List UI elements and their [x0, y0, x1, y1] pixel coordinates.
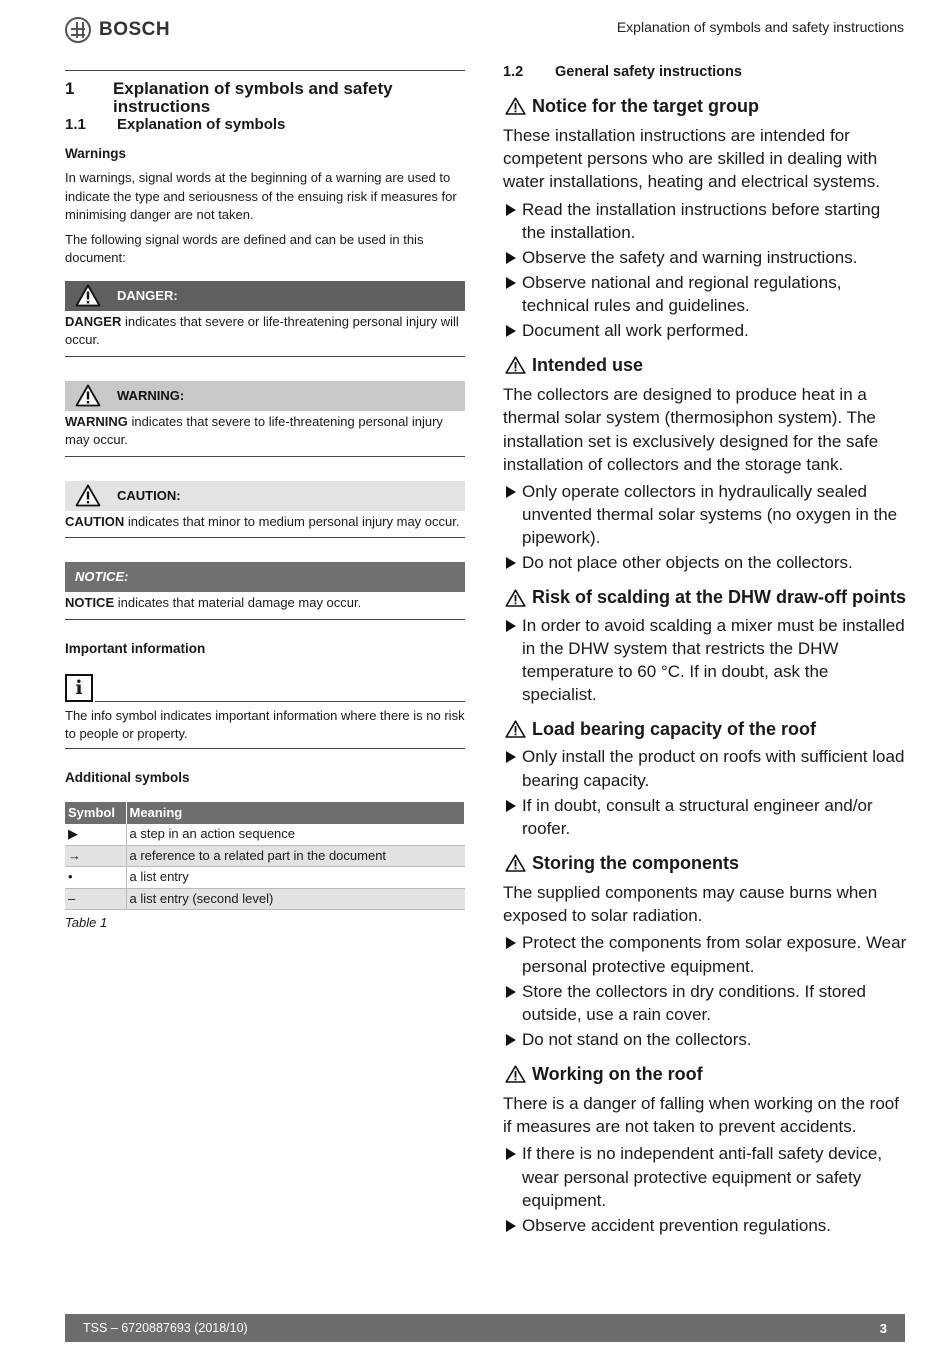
warning-bar [65, 381, 465, 411]
warning-box [65, 381, 465, 457]
important-info-heading: Important information [65, 640, 206, 656]
caution-word: CAUTION [65, 513, 125, 529]
list-item: Store the collectors in dry conditions. If stored outside, use a rain cover. [503, 980, 907, 1026]
notice-word: NOTICE [65, 595, 115, 610]
list-item: Do not place other objects on the collectors. [503, 551, 907, 574]
warning-triangle-icon [505, 1065, 526, 1083]
scalding-steps [503, 614, 907, 707]
subsection-title: General safety instructions [555, 64, 742, 80]
info-icon: i [65, 674, 93, 702]
list-item: Read the installation instructions before starting the installation. [503, 198, 907, 244]
right-column [503, 64, 907, 1237]
danger-label: DANGER: [117, 287, 178, 303]
list-item: Observe national and regional regulations, technical rules and guidelines. [503, 271, 907, 317]
danger-text [65, 311, 465, 357]
caution-box [65, 481, 465, 539]
intended-use-heading [503, 353, 907, 377]
heading-text: Risk of scalding at the DHW draw-off points [532, 587, 907, 608]
danger-box [65, 281, 465, 357]
table-row [65, 888, 465, 910]
storing-steps [503, 931, 907, 1051]
subsection-title: Explanation of symbols [117, 116, 286, 133]
subsection-number: 1.1 [65, 116, 86, 133]
bosch-armature-icon [65, 17, 91, 43]
intended-use-steps [503, 480, 907, 575]
table-cell-symbol: ▶ [65, 824, 126, 846]
intended-use-text: The collectors are designed to produce heat in a thermal solar system (thermosiphon system). The installation set is exclusively designed for the safe installation of collectors and the storage tank. [503, 385, 879, 474]
warnings-intro: In warnings, signal words at the beginning of a warning are used to indicate the type and seriousness of the ensuing risk if measures for minimising danger are not taken. [65, 170, 457, 222]
running-header: Explanation of symbols and safety instructions [616, 19, 904, 35]
table-cell-symbol: • [65, 867, 126, 889]
storing-heading [503, 851, 907, 875]
danger-word: DANGER [65, 313, 122, 329]
heading-text: Notice for the target group [532, 95, 760, 116]
storing-text: The supplied components may cause burns when exposed to solar radiation. [503, 883, 878, 926]
heading-text: Working on the roof [532, 1063, 703, 1084]
table-caption: Table 1 [65, 915, 108, 930]
warnings-heading: Warnings [65, 146, 127, 161]
section-1-2-heading [503, 64, 907, 86]
warning-word: WARNING [65, 413, 128, 429]
list-item: If in doubt, consult a structural engineer and/or roofer. [503, 794, 907, 840]
table-cell-meaning: a list entry (second level) [126, 888, 465, 910]
table-cell-symbol: – [65, 888, 126, 910]
notice-bar: NOTICE: [65, 562, 465, 592]
symbols-table [65, 802, 465, 911]
section-1-heading [65, 71, 465, 116]
additional-symbols-heading: Additional symbols [65, 769, 190, 785]
info-row [65, 674, 465, 702]
info-text: The info symbol indicates important information where there is no risk to people or property. [65, 702, 465, 749]
list-item: Protect the components from solar exposure. Wear personal protective equipment. [503, 931, 907, 977]
page-footer [65, 1314, 905, 1342]
section-1-1-heading [65, 116, 465, 138]
list-item: Observe accident prevention regulations. [503, 1214, 907, 1237]
bosch-logo [65, 16, 170, 44]
target-group-heading [503, 94, 907, 118]
table-cell-meaning: a list entry [126, 867, 465, 889]
info-rule [95, 701, 465, 702]
scalding-heading [503, 586, 907, 610]
document-number: TSS – 6720887693 (2018/10) [83, 1321, 248, 1335]
table-row [65, 867, 465, 889]
list-item: Do not stand on the collectors. [503, 1028, 907, 1051]
caution-description: indicates that minor to medium personal injury may occur. [124, 513, 460, 529]
roof-load-steps [503, 745, 907, 840]
list-item: If there is no independent anti-fall safety device, wear personal protective equipment or safety equipment. [503, 1142, 907, 1212]
roof-work-steps [503, 1142, 907, 1237]
left-column [65, 70, 465, 932]
brand-name: BOSCH [99, 19, 171, 40]
subsection-number: 1.2 [503, 64, 524, 80]
warning-triangle-icon [73, 284, 103, 307]
notice-text [65, 592, 465, 620]
danger-description: indicates that severe or life-threatening personal injury will occur. [65, 313, 459, 347]
table-header-meaning: Meaning [126, 802, 465, 824]
heading-text: Storing the components [532, 852, 739, 873]
notice-box [65, 562, 465, 620]
table-header-symbol: Symbol [65, 802, 126, 824]
notice-description: indicates that material damage may occur. [114, 595, 362, 610]
warning-label: WARNING: [117, 387, 185, 403]
roof-work-heading [503, 1062, 907, 1086]
heading-text: Load bearing capacity of the roof [532, 718, 817, 739]
warning-triangle-icon [505, 589, 526, 607]
list-item: Only install the product on roofs with sufficient load bearing capacity. [503, 745, 907, 791]
warning-triangle-icon [73, 384, 103, 407]
list-item: Only operate collectors in hydraulically sealed unvented thermal solar systems (no oxygen in the pipework). [503, 480, 907, 550]
table-row [65, 824, 465, 846]
page-number: 3 [879, 1320, 887, 1336]
signal-words-intro: The following signal words are defined and can be used in this document: [65, 231, 424, 265]
warning-triangle-icon [505, 720, 526, 738]
list-item: In order to avoid scalding a mixer must be installed in the DHW system that restricts the DHW temperature to 60 °C. If in doubt, ask the specialist. [503, 614, 907, 707]
caution-label: CAUTION: [117, 487, 181, 503]
target-group-steps [503, 198, 907, 343]
caution-bar [65, 481, 465, 511]
list-item: Observe the safety and warning instructions. [503, 246, 907, 269]
warning-triangle-icon [505, 356, 526, 374]
target-group-text: These installation instructions are intended for competent persons who are skilled in dealing with water installations, heating and electrical systems. [503, 126, 881, 192]
heading-text: Intended use [532, 354, 644, 375]
section-number: 1 [65, 79, 75, 98]
warning-text [65, 411, 465, 457]
danger-bar [65, 281, 465, 311]
warning-triangle-icon [73, 484, 103, 507]
roof-work-text: There is a danger of falling when working on the roof if measures are not taken to prevent accidents. [503, 1094, 899, 1137]
table-header-row [65, 802, 465, 824]
warning-description: indicates that severe to life-threatening personal injury may occur. [65, 413, 443, 447]
list-item: Document all work performed. [503, 319, 907, 342]
caution-text [65, 511, 465, 539]
warning-triangle-icon [505, 97, 526, 115]
table-cell-meaning: a reference to a related part in the document [126, 845, 465, 867]
table-cell-meaning: a step in an action sequence [126, 824, 465, 846]
roof-load-heading [503, 717, 907, 741]
section-title: Explanation of symbols and safety instructions [112, 79, 393, 116]
table-cell-symbol: → [65, 845, 126, 867]
table-row [65, 845, 465, 867]
warning-triangle-icon [505, 854, 526, 872]
